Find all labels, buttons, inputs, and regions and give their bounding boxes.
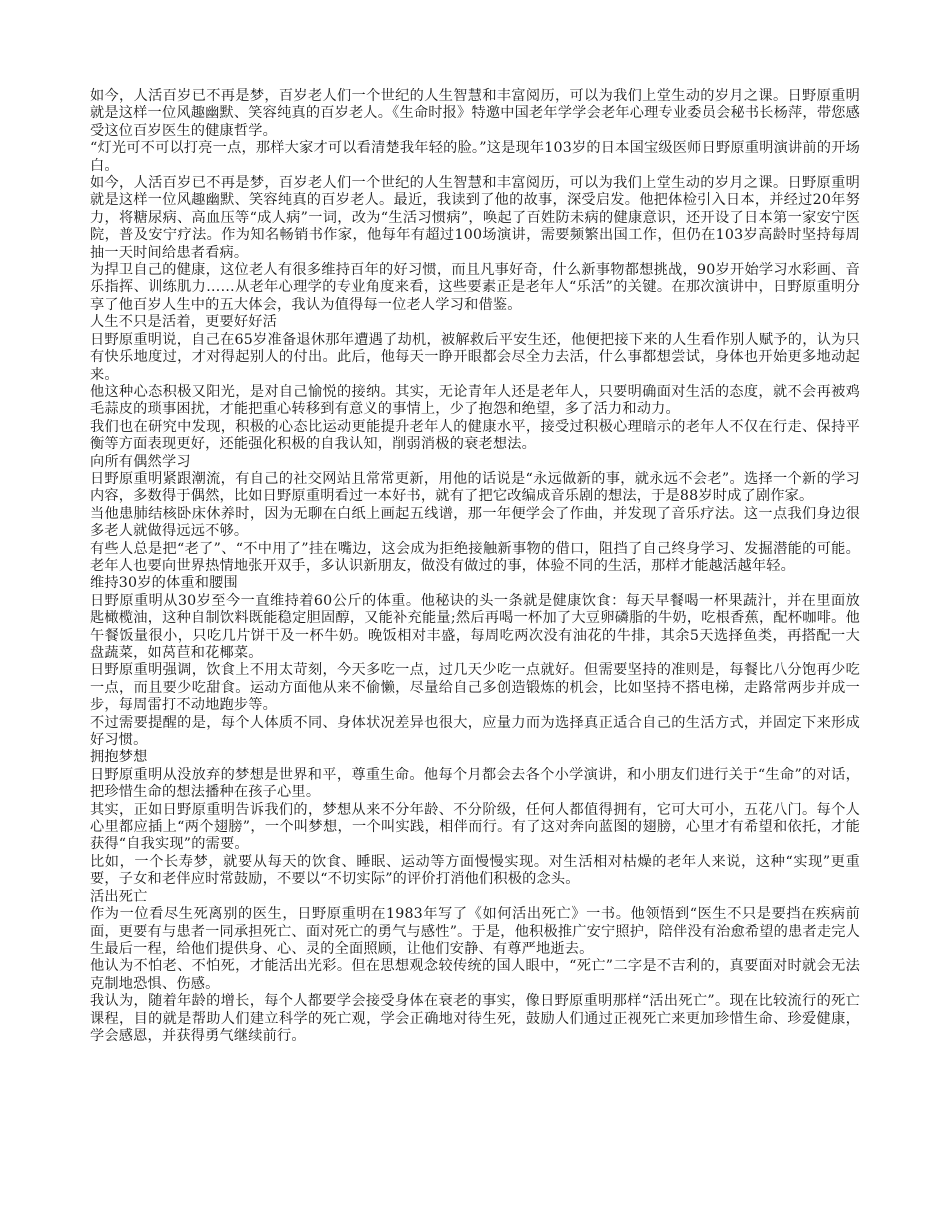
intro-paragraph: 如今，人活百岁已不再是梦，百岁老人们一个世纪的人生智慧和丰富阅历，可以为我们上堂生动的岁月之课。日野原重明就是这样一位风趣幽默、笑容纯真的百岁老人。《生命时报》特邀中国老年学学会老年心理专业委员会秘书长杨萍，带您感受这位百岁医生的健康哲学。 [90, 88, 860, 139]
section-heading-learn: 向所有偶然学习 [90, 453, 191, 470]
body-paragraph: 有些人总是把“老了”、“不中用了”挂在嘴边，这会成为拒绝接触新事物的借口，阻挡了自己终身学习、发掘潜能的可能。老年人也要向世界热情地张开双手，多认识新朋友，做没有做过的事，体验不同的生活，那样才能越活越年轻。 [90, 540, 860, 574]
opening-quote-paragraph: “灯光可不可以打亮一点，那样大家才可以看清楚我年轻的脸。”这是现年103岁的日本国宝级医师日野原重明演讲前的开场白。 [90, 140, 860, 174]
section-heading-weight: 维持30岁的体重和腰围 [90, 575, 238, 592]
body-paragraph: 日野原重明说，自己在65岁准备退休那年遭遇了劫机，被解救后平安生还，他便把接下来的人生看作别人赋予的，认为只有快乐地度过，才对得起别人的付出。此后，他每天一睁开眼都会尽全力去活，什么事都想尝试，身体也开始更多地动起来。 [90, 331, 860, 383]
section-heading-death: 活出死亡 [90, 888, 148, 905]
article-body [90, 88, 860, 1045]
body-paragraph: 比如，一个长寿梦，就要从每天的饮食、睡眠、运动等方面慢慢实现。对生活相对枯燥的老年人来说，这种“实现”更重要，子女和老伴应时常鼓励，不要以“不切实际”的评价打消他们积极的念头。 [90, 853, 860, 888]
background-paragraph: 如今，人活百岁已不再是梦，百岁老人们一个世纪的人生智慧和丰富阅历，可以为我们上堂生动的岁月之课。日野原重明就是这样一位风趣幽默、笑容纯真的百岁老人。最近，我读到了他的故事，深受启发。他把体检引入日本，并经过20年努力，将糖尿病、高血压等“成人病”一词，改为“生活习惯病”，唤起了百姓防未病的健康意识，还开设了日本第一家安宁医院，普及安宁疗法。作为知名畅销书作家，他每年有超过100场演讲，需要频繁出国工作，但仍在103岁高龄时坚持每周抽一天时间给患者看病。 [90, 175, 860, 261]
habits-paragraph: 为捍卫自己的健康，这位老人有很多维持百年的好习惯，而且凡事好奇，什么新事物都想挑战，90岁开始学习水彩画、音乐指挥、训练肌力……从老年心理学的专业角度来看，这些要素正是老年人“乐活”的关键。在那次演讲中，日野原重明分享了他百岁人生中的五大体会，我认为值得每一位老人学习和借鉴。 [90, 262, 860, 313]
body-paragraph: 日野原重明紧跟潮流，有自己的社交网站且常常更新，用他的话说是“永远做新的事，就永远不会老”。选择一个新的学习内容，多数得于偶然，比如日野原重明看过一本好书，就有了把它改编成音乐剧的想法，于是88岁时成了剧作家。 [90, 470, 860, 505]
body-paragraph: 不过需要提醒的是，每个人体质不同、身体状况差异也很大，应量力而为选择真正适合自己的生活方式，并固定下来形成好习惯。 [90, 714, 860, 749]
body-paragraph: 其实，正如日野原重明告诉我们的，梦想从来不分年龄、不分阶级，任何人都值得拥有，它可大可小，五花八门。每个人心里都应插上“两个翅膀”，一个叫梦想，一个叫实践，相伴而行。有了这对奔向蓝图的翅膀，心里才有希望和依托，才能获得“自我实现”的需要。 [90, 801, 860, 853]
body-paragraph: 当他患肺结核卧床休养时，因为无聊在白纸上画起五线谱，那一年便学会了作曲，并发现了音乐疗法。这一点我们身边很多老人就做得远远不够。 [90, 505, 860, 540]
section-heading-dreams: 拥抱梦想 [90, 749, 148, 766]
body-paragraph: 我们也在研究中发现，积极的心态比运动更能提升老年人的健康水平，接受过积极心理暗示的老年人不仅在行走、保持平衡等方面表现更好，还能强化积极的自我认知，削弱消极的衰老想法。 [90, 418, 860, 453]
body-paragraph: 他认为不怕老、不怕死，才能活出光彩。但在思想观念较传统的国人眼中，“死亡”二字是不吉利的，真要面对时就会无法克制地恐惧、伤感。 [90, 958, 860, 992]
body-paragraph: 我认为，随着年龄的增长，每个人都要学会接受身体在衰老的事实，像日野原重明那样“活出死亡”。现在比较流行的死亡课程，目的就是帮助人们建立科学的死亡观，学会正确地对待生死，鼓励人们通过正视死亡来更加珍惜生命、珍爱健康，学会感恩，并获得勇气继续前行。 [90, 993, 860, 1044]
body-paragraph: 日野原重明强调，饮食上不用太苛刻，今天多吃一点，过几天少吃一点就好。但需要坚持的准则是，每餐比八分饱再少吃一点，而且要少吃甜食。运动方面他从来不偷懒，尽量给自己多创造锻炼的机会，比如坚持不搭电梯，走路常两步并成一步，每周雷打不动地跑步等。 [90, 662, 860, 714]
body-paragraph: 作为一位看尽生死离别的医生，日野原重明在1983年写了《如何活出死亡》一书。他领悟到“医生不只是要挡在疾病前面，更要有与患者一同承担死亡、面对死亡的勇气与感性”。于是，他积极推广安宁照护，陪伴没有治愈希望的患者走完人生最后一程，给他们提供身、心、灵的全面照顾，让他们安静、有尊严地逝去。 [90, 906, 860, 957]
section-heading-live-well: 人生不只是活着，更要好好活 [90, 314, 278, 331]
body-paragraph: 他这种心态积极又阳光，是对自己愉悦的接纳。其实，无论青年人还是老年人，只要明确面对生活的态度，就不会再被鸡毛蒜皮的琐事困扰，才能把重心转移到有意义的事情上，少了抱怨和绝望，多了活力和动力。 [90, 383, 860, 418]
body-paragraph: 日野原重明从30岁至今一直维持着60公斤的体重。他秘诀的头一条就是健康饮食：每天早餐喝一杯果蔬汁，并在里面放匙橄榄油，这种自制饮料既能稳定胆固醇，又能补充能量;然后再喝一杯加了大豆卵磷脂的牛奶，吃根香蕉，配杯咖啡。他午餐饭量很小，只吃几片饼干及一杯牛奶。晚饭相对丰盛，每周吃两次没有油花的牛排，其余5天选择鱼类，再搭配一大盘蔬菜，如莴苣和花椰菜。 [90, 592, 860, 661]
body-paragraph: 日野原重明从没放弃的梦想是世界和平，尊重生命。他每个月都会去各个小学演讲，和小朋友们进行关于“生命”的对话，把珍惜生命的想法播种在孩子心里。 [90, 766, 860, 801]
